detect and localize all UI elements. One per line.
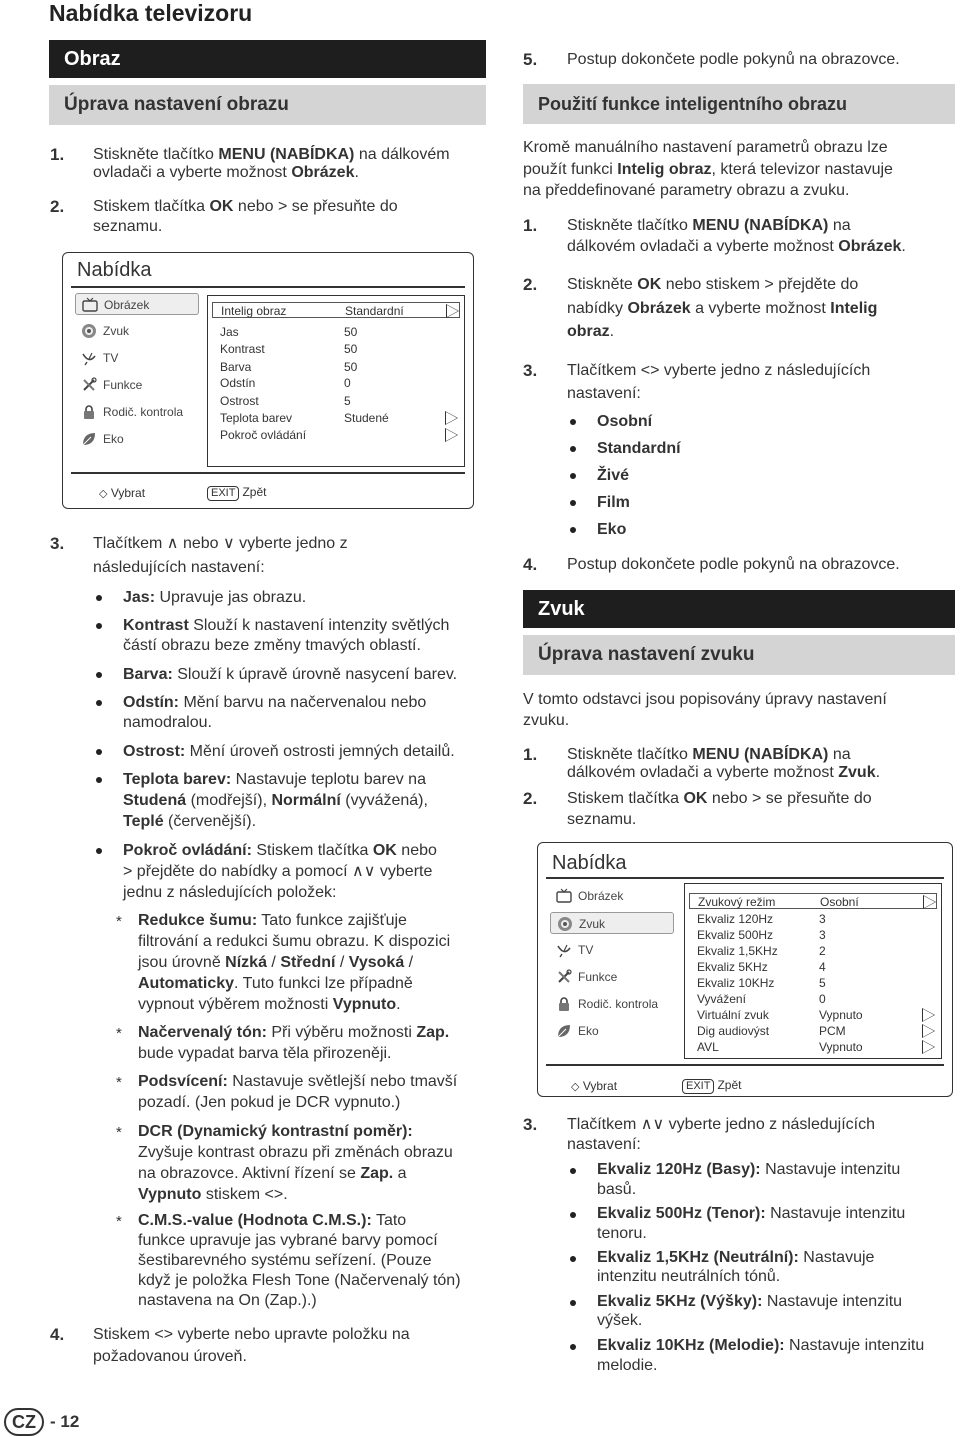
step-number: 3. — [523, 361, 538, 380]
sub-item-text: bude vypadat barva těla přirozeněji. — [138, 1045, 392, 1062]
setting-value: 0 — [819, 992, 826, 1006]
menu-title: Nabídka — [77, 259, 152, 281]
sub-item-text: když je položka Flesh Tone (Načervenalý tón) — [138, 1272, 461, 1289]
menu-divider — [546, 1064, 944, 1066]
setting-value: 2 — [819, 944, 826, 958]
step-text: Stiskem tlačítka OK nebo > se přesuňte do — [93, 198, 398, 215]
settings-row[interactable] — [212, 427, 460, 443]
sub-item-text: jsou úrovně Nízká / Střední / Vysoká / — [138, 954, 414, 971]
page-number: - 12 — [50, 1412, 80, 1431]
sidebar-item-obr-zek[interactable] — [75, 293, 199, 315]
bullet-text: Pokroč ovládání: Stiskem tlačítka OK nebo — [123, 842, 437, 859]
setting-name: Barva — [220, 360, 252, 374]
step-number: 1. — [50, 145, 65, 164]
bullet-text: Kontrast Slouží k nastavení intenzity světlých — [123, 617, 450, 634]
sidebar-item-zvuk[interactable] — [75, 320, 199, 342]
settings-row[interactable] — [689, 1007, 937, 1023]
menu-settings-panel — [684, 883, 942, 1059]
sidebar-item-funkce[interactable] — [75, 374, 199, 396]
sidebar-item-funkce[interactable] — [550, 966, 674, 988]
sidebar-item-tv[interactable] — [75, 347, 199, 369]
sidebar-item-label: Rodič. kontrola — [103, 405, 184, 419]
lock-icon — [556, 996, 572, 1012]
step-text: Stiskněte tlačítko MENU (NABÍDKA) na — [567, 746, 851, 763]
setting-name: Pokroč ovládání — [220, 428, 307, 442]
step-text: Tlačítkem <> vyberte jedno z následujících — [567, 362, 871, 379]
sub-item-text: Podsvícení: Nastavuje světlejší nebo tmavší — [138, 1073, 458, 1090]
step-text: Tlačítkem ∧ nebo ∨ vyberte jedno z — [93, 535, 348, 552]
sub-item-text: šestibarevného systému seřízení. (Pouze — [138, 1252, 432, 1269]
settings-row[interactable] — [689, 943, 937, 959]
step-text: Stiskem tlačítka OK nebo > se přesuňte do — [567, 790, 872, 807]
sub-item-text: Automaticky. Tuto funkci lze případně — [138, 975, 413, 992]
bullet-text: intenzitu neutrálních tónů. — [597, 1268, 781, 1285]
step-text: dálkovém ovladači a vyberte možnost Zvuk. — [567, 764, 881, 781]
step-number: 3. — [50, 534, 65, 553]
setting-name: Virtuální zvuk — [697, 1008, 769, 1022]
sub-item-text: Načervenalý tón: Při výběru možnosti Zap. — [138, 1024, 450, 1041]
bullet-icon — [570, 419, 576, 425]
bullet-text: Ekvaliz 1,5KHz (Neutrální): Nastavuje — [597, 1249, 875, 1266]
bullet-text: Teplota barev: Nastavuje teplotu barev na — [123, 771, 426, 788]
subsection-bar-uprava-obrazu: Úprava nastavení obrazu — [49, 85, 486, 125]
intro-text: na předdefinované parametry obrazu a zvuku. — [523, 182, 850, 199]
settings-row[interactable] — [212, 302, 460, 318]
sub-item-text: Vypnuto stiskem <>. — [138, 1186, 288, 1203]
intro-text: Kromě manuálního nastavení parametrů obrazu lze — [523, 139, 888, 156]
setting-value: Standardní — [345, 304, 404, 318]
setting-value: Vypnuto — [819, 1008, 863, 1022]
step-text: Tlačítkem ∧∨ vyberte jedno z následujících — [567, 1116, 875, 1133]
mode-option: Standardní — [597, 440, 681, 457]
bullet-text: Teplé (červenější). — [123, 813, 257, 830]
bullet-icon — [570, 473, 576, 479]
settings-row[interactable] — [212, 324, 460, 340]
sidebar-item-label: TV — [103, 351, 119, 365]
leaf-icon — [81, 431, 97, 447]
sidebar-item-label: Funkce — [578, 970, 618, 984]
sub-item-text: na obrazovce. Aktivní řízení se Zap. a — [138, 1165, 407, 1182]
step-text: obraz. — [567, 323, 615, 340]
menu-box-obraz — [62, 252, 474, 509]
step-number: 5. — [523, 50, 538, 69]
sidebar-item-label: Funkce — [103, 378, 143, 392]
sub-item-text: nastavena na On (Zap.).) — [138, 1292, 317, 1309]
bullet-text: > přejděte do nabídky a pomocí ∧∨ vyberte — [123, 863, 433, 880]
tools-icon — [81, 377, 97, 393]
submenu-arrow-icon[interactable] — [445, 428, 458, 442]
bullet-text: Ekvaliz 5KHz (Výšky): Nastavuje intenzitu — [597, 1293, 903, 1310]
setting-value: Osobní — [820, 895, 859, 909]
menu-divider — [71, 286, 465, 288]
sidebar-item-eko[interactable] — [75, 428, 199, 450]
step-text: Stiskněte OK nebo stiskem > přejděte do — [567, 276, 859, 293]
bullet-text: Ekvaliz 10KHz (Melodie): Nastavuje intenzitu — [597, 1337, 925, 1354]
bullet-text: částí obrazu beze změny tmavých oblastí. — [123, 637, 421, 654]
setting-name: Ekvaliz 500Hz — [697, 928, 774, 942]
step-text: Postup dokončete podle pokynů na obrazovce. — [567, 51, 900, 68]
setting-value: 50 — [344, 325, 358, 339]
sidebar-item-label: Rodič. kontrola — [578, 997, 659, 1011]
submenu-arrow-icon[interactable] — [922, 1040, 935, 1054]
step-number: 2. — [523, 275, 538, 294]
tv-picture-icon — [556, 888, 572, 904]
setting-value: Studené — [344, 411, 389, 425]
setting-name: Vyvážení — [697, 992, 746, 1006]
settings-row[interactable] — [689, 991, 937, 1007]
sidebar-item-label: TV — [578, 943, 594, 957]
menu-settings-panel — [207, 295, 465, 467]
settings-row[interactable] — [212, 375, 460, 391]
sidebar-item-zvuk[interactable] — [550, 912, 674, 934]
settings-row[interactable] — [689, 927, 937, 943]
setting-value: 5 — [819, 976, 826, 990]
page-title: Nabídka televizoru — [49, 0, 253, 26]
step-number: 1. — [523, 745, 538, 764]
submenu-arrow-icon[interactable] — [445, 411, 458, 425]
sidebar-item-obr-zek[interactable] — [550, 885, 674, 907]
submenu-arrow-icon[interactable] — [922, 1024, 935, 1038]
sub-item-text: filtrování a redukci šumu obrazu. K dispozici — [138, 933, 451, 950]
settings-row[interactable] — [689, 975, 937, 991]
settings-row[interactable] — [689, 893, 937, 909]
asterisk-icon: * — [116, 1025, 122, 1042]
bullet-text: melodie. — [597, 1357, 658, 1374]
setting-name: Zvukový režim — [698, 895, 776, 909]
footer-exit[interactable]: EXIT Zpět — [682, 1075, 741, 1095]
menu-divider — [546, 877, 944, 879]
setting-value: 50 — [344, 360, 358, 374]
sidebar-item-eko[interactable] — [550, 1020, 674, 1042]
speaker-icon — [81, 323, 97, 339]
bullet-icon — [570, 1344, 576, 1350]
setting-value: 0 — [344, 376, 351, 390]
setting-value: 50 — [344, 342, 358, 356]
mode-option: Osobní — [597, 413, 653, 430]
submenu-arrow-icon[interactable] — [446, 304, 459, 318]
leaf-icon — [556, 1023, 572, 1039]
bullet-text: tenoru. — [597, 1225, 647, 1242]
settings-row[interactable] — [212, 341, 460, 357]
setting-value: PCM — [819, 1024, 846, 1038]
exit-key-icon: EXIT — [682, 1079, 714, 1094]
speaker-icon — [557, 916, 573, 932]
bullet-icon — [96, 700, 102, 706]
step-text: nastavení: — [567, 385, 641, 402]
sidebar-item-label: Zvuk — [103, 324, 130, 338]
lock-icon — [81, 404, 97, 420]
step-text: Stiskněte tlačítko MENU (NABÍDKA) na dálkovém — [93, 146, 450, 163]
step-number: 2. — [523, 789, 538, 808]
sidebar-item-rodi-kontrola[interactable] — [550, 993, 674, 1015]
sidebar-item-label: Obrázek — [578, 889, 624, 903]
step-number: 1. — [523, 216, 538, 235]
footer-select: ◇ Vybrat — [571, 1079, 618, 1093]
settings-row[interactable] — [212, 410, 460, 426]
settings-row[interactable] — [689, 1023, 937, 1039]
mode-option: Živé — [597, 467, 630, 484]
setting-value: 4 — [819, 960, 826, 974]
bullet-text: Odstín: Mění barvu na načervenalou nebo — [123, 694, 427, 711]
asterisk-icon: * — [116, 1213, 122, 1230]
step-text: nabídky Obrázek a vyberte možnost Intelig — [567, 300, 878, 317]
setting-name: Ekvaliz 10KHz — [697, 976, 775, 990]
submenu-arrow-icon[interactable] — [923, 895, 936, 909]
sidebar-item-label: Eko — [103, 432, 124, 446]
bullet-text: jednu z následujících položek: — [123, 884, 337, 901]
bullet-text: namodralou. — [123, 714, 212, 731]
setting-name: Ekvaliz 1,5KHz — [697, 944, 778, 958]
sidebar-item-label: Obrázek — [104, 298, 150, 312]
tools-icon — [556, 969, 572, 985]
step-number: 4. — [50, 1325, 65, 1344]
bullet-text: basů. — [597, 1181, 637, 1198]
setting-name: Ekvaliz 5KHz — [697, 960, 768, 974]
settings-row[interactable] — [689, 959, 937, 975]
menu-divider — [71, 472, 465, 474]
intro-text: V tomto odstavci jsou popisovány úpravy nastavení — [523, 691, 887, 708]
setting-value: Vypnuto — [819, 1040, 863, 1054]
setting-value: 3 — [819, 928, 826, 942]
tv-picture-icon — [82, 297, 98, 313]
setting-name: AVL — [697, 1040, 719, 1054]
intro-text: použít funkci Intelig obraz, která televizor nastavuje — [523, 161, 893, 178]
setting-name: Odstín — [220, 376, 256, 390]
mode-option: Film — [597, 494, 630, 511]
setting-name: Kontrast — [220, 342, 265, 356]
bullet-icon — [570, 527, 576, 533]
step-text: požadovanou úroveň. — [93, 1348, 247, 1365]
language-badge: CZ — [4, 1408, 44, 1436]
step-text: seznamu. — [93, 218, 163, 235]
bullet-icon — [570, 446, 576, 452]
sub-item-text: Zvyšuje kontrast obrazu při změnách obrazu — [138, 1144, 453, 1161]
setting-name: Ostrost — [220, 394, 259, 408]
satellite-dish-icon — [81, 350, 97, 366]
setting-value: 3 — [819, 912, 826, 926]
bullet-icon — [570, 1212, 576, 1218]
setting-name: Dig audiovýst — [697, 1024, 770, 1038]
bullet-text: Barva: Slouží k úpravě úrovně nasycení barev. — [123, 666, 458, 683]
mode-option: Eko — [597, 521, 627, 538]
setting-name: Jas — [220, 325, 239, 339]
bullet-icon — [96, 749, 102, 755]
sidebar-item-rodi-kontrola[interactable] — [75, 401, 199, 423]
sub-item-text: vypnout výběrem možnosti Vypnuto. — [138, 996, 401, 1013]
settings-row[interactable] — [212, 393, 460, 409]
bullet-icon — [570, 1168, 576, 1174]
setting-name: Ekvaliz 120Hz — [697, 912, 774, 926]
step-text: nastavení: — [567, 1136, 641, 1153]
bullet-icon — [96, 595, 102, 601]
submenu-arrow-icon[interactable] — [922, 1008, 935, 1022]
satellite-dish-icon — [556, 942, 572, 958]
step-text: Stiskem <> vyberte nebo upravte položku na — [93, 1326, 410, 1343]
navigate-arrows-icon: ◇ — [571, 1081, 580, 1093]
step-text: seznamu. — [567, 811, 637, 828]
bullet-text: Ostrost: Mění úroveň ostrosti jemných detailů. — [123, 743, 455, 760]
step-number: 3. — [523, 1115, 538, 1134]
bullet-icon — [96, 848, 102, 854]
exit-key-icon: EXIT — [207, 486, 239, 501]
subsection-bar-intelig-obraz: Použití funkce inteligentního obrazu — [523, 84, 955, 124]
section-bar-obraz: Obraz — [49, 40, 486, 78]
footer-select: ◇ Vybrat — [99, 486, 146, 500]
sub-item-text: funkce upravuje jas vybrané barvy pomocí — [138, 1232, 438, 1249]
asterisk-icon: * — [116, 913, 122, 930]
navigate-arrows-icon: ◇ — [99, 488, 108, 500]
step-text: následujících nastavení: — [93, 559, 265, 576]
bullet-icon — [96, 623, 102, 629]
step-text: Postup dokončete podle pokynů na obrazovce. — [567, 556, 900, 573]
settings-row[interactable] — [212, 359, 460, 375]
bullet-text: výšek. — [597, 1312, 643, 1329]
step-text: dálkovém ovladači a vyberte možnost Obrázek. — [567, 238, 906, 255]
setting-name: Intelig obraz — [221, 304, 287, 318]
step-number: 2. — [50, 197, 65, 216]
bullet-icon — [570, 1256, 576, 1262]
bullet-icon — [96, 672, 102, 678]
sub-item-text: Redukce šumu: Tato funkce zajišťuje — [138, 912, 407, 929]
step-number: 4. — [523, 555, 538, 574]
step-text: ovladači a vyberte možnost Obrázek. — [93, 164, 359, 181]
setting-name: Teplota barev — [220, 411, 293, 425]
sidebar-item-label: Zvuk — [579, 917, 606, 931]
asterisk-icon: * — [116, 1124, 122, 1141]
bullet-icon — [96, 777, 102, 783]
subsection-bar-uprava-zvuku: Úprava nastavení zvuku — [523, 635, 955, 675]
sub-item-text: pozadí. (Jen pokud je DCR vypnuto.) — [138, 1094, 401, 1111]
settings-row[interactable] — [689, 911, 937, 927]
section-bar-zvuk: Zvuk — [523, 590, 955, 628]
sub-item-text: C.M.S.-value (Hodnota C.M.S.): Tato — [138, 1212, 407, 1229]
sidebar-item-label: Eko — [578, 1024, 599, 1038]
settings-row[interactable] — [689, 1039, 937, 1055]
bullet-text: Jas: Upravuje jas obrazu. — [123, 589, 307, 606]
setting-value: 5 — [344, 394, 351, 408]
asterisk-icon: * — [116, 1074, 122, 1091]
sub-item-text: DCR (Dynamický kontrastní poměr): — [138, 1123, 413, 1140]
menu-box-zvuk — [537, 842, 953, 1097]
sidebar-item-tv[interactable] — [550, 939, 674, 961]
intro-text: zvuku. — [523, 712, 570, 729]
footer-exit[interactable]: EXIT Zpět — [207, 482, 266, 502]
bullet-icon — [570, 500, 576, 506]
bullet-icon — [570, 1300, 576, 1306]
bullet-text: Ekvaliz 500Hz (Tenor): Nastavuje intenzitu — [597, 1205, 906, 1222]
bullet-text: Ekvaliz 120Hz (Basy): Nastavuje intenzitu — [597, 1161, 901, 1178]
step-text: Stiskněte tlačítko MENU (NABÍDKA) na — [567, 217, 851, 234]
bullet-text: Studená (modřejší), Normální (vyvážená), — [123, 792, 428, 809]
menu-title: Nabídka — [552, 852, 627, 874]
